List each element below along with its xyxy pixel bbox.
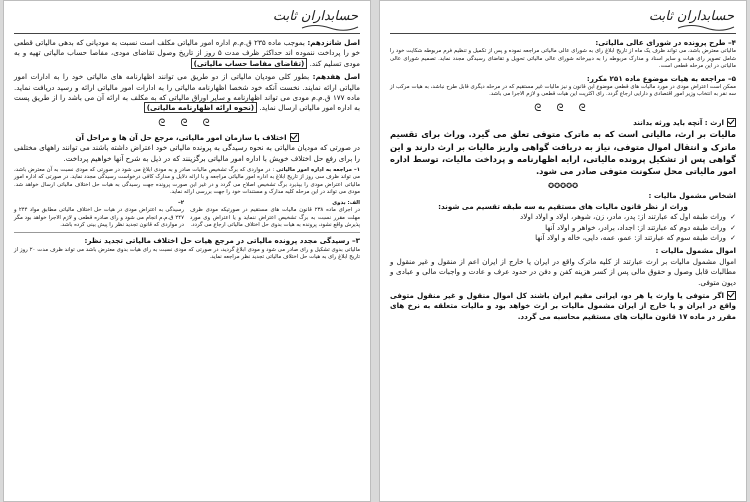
note-text [390, 291, 736, 322]
logo-flourish-icon [300, 23, 360, 31]
ornament-divider: ᘓ ᘓ ᘓ [158, 117, 216, 129]
ornament-divider: ᘓ ᘓ ᘓ [534, 102, 592, 114]
page-header [390, 7, 736, 34]
column-b-title: ۲– [178, 199, 184, 206]
column-a [190, 200, 360, 230]
logo-text: حسابداران ثابت [272, 9, 358, 24]
section-4-text: مالیاتی معترض باشد، می تواند ظرف یک ماه از تاریخ ابلاغ رای به شورای عالی مالیاتی مراجعه نموده و پس از تکمیل و تنظیم فرم مربوطه شکایت خود را شامل تصویر رای هیات و سایر اسناد و مدارک مربوطه را به دبیرخانه شورای عالی مالیاتی تحویل و تقاضای رسیدگی مجدد نماید. تصمیم شورای عالی مالیاتی در این مرحله قطعی است. [390, 48, 736, 70]
paragraph-16-text: بموجب ماده ۲۳۵ ق.م.م اداره امور مالیاتی مکلف است نسبت به مودیانی که بدهی مالیاتی قطعی خو را پرداخت ننموده اند حداکثر ظرف مدت ۵ روز از تاریخ وصول تقاضای مودی، مفاصا حساب مالیاتی تهیه و به مودی تسلیم کند. [14, 38, 360, 68]
paragraph-16 [14, 38, 360, 69]
item-3-title: ۳– رسیدگی مجدد پرونده مالیاتی در مرجع هیات حل اختلاف مالیاتی تجدید نظر: [84, 236, 360, 246]
checkbox-icon [290, 133, 299, 142]
right-page [379, 0, 747, 502]
inheritance-heading-text: ارث : آنچه باید ورثه بدانند [633, 117, 724, 127]
paragraph-17-label: اصل هفدهم: [312, 72, 360, 82]
list-item: ✓ وراث طبقه دوم که عبارتند از: اجداد، برادر، خواهر و اولاد آنها [390, 223, 736, 233]
classes-title: اشخاص مشمول مالیات : [648, 191, 736, 201]
column-b [14, 200, 184, 230]
column-a-text: در اجرای ماده ۲۳۸ قانون مالیات های مستقیم در صورتیکه مودی ظرف مهلت مقرر نسبت به برگ تشخیص اعتراض ننماید و یا اعتراض وی مورد پذیرش واقع نشود، پرونده به هیات بدوی حل اختلاف مالیاتی ارجاع می گردد. [190, 207, 361, 228]
section-heading-text: اختلاف با سازمان امور مالیاتی، مرجع حل آن ها و مراحل آن [75, 132, 287, 142]
classes-list [390, 212, 736, 243]
column-a-title: الف: بدوی [332, 199, 360, 206]
classes-intro: وراث از نظر قانون مالیات های مستقیم به سه طبقه تقسیم می شوند: [438, 201, 688, 211]
two-column-block [14, 200, 360, 230]
stars-divider: ✪✪✪✪✪ [547, 180, 579, 190]
note-body: اگر متوفی یا وارث یا هر دو، ایرانی مقیم ایران باشند کل اموال منقول و غیر منقول متوفی واقع در ایران و یا خارج از ایران مشمول مالیات بر ارث خواهد بود و مالیات متعلقه به نرخ های مقرر در ماده ۱۷ قانون مالیات های مستقیم محاسبه می گردد. [390, 290, 736, 321]
column-b-text: رسیدگی به اعتراض مودی در هیات حل اختلاف مالیاتی مطابق مواد ۲۴۴ و ۲۴۷ ق.م.م انجام می شود و رای صادره قطعی و لازم الاجرا خواهد بود مگر در مواردی که قانون تجدید نظر را پیش بینی کرده باشد. [14, 207, 184, 228]
paragraph-17 [14, 72, 360, 114]
paragraph-16-boxed-note: (تقاضای مفاصا حساب مالیاتی) [191, 58, 308, 69]
section-intro: در صورتی که مودیان مالیاتی به نحوه رسیدگی به پرونده مالیاتی خود اعتراض داشته باشند می توانند راههای مختلفی را برای رفع حل اختلاف خویش با اداره امور مالیاتی برگزینند که در ذیل به شرح آنها خواهیم پرداخت. [14, 143, 360, 163]
inheritance-text: مالیات بر ارث، مالیاتی است که به ماترک متوفی تعلق می گیرد. وراث برای تقسیم ماترک و انتقال اموال متوفی، نیاز به دریافت گواهی واریز مالیات بر ارث دارند و این گواهی پس از تشکیل پرونده مالیاتی، ارایه اظهارنامه و پرداخت مالیات، توسط اداره امور مالیاتی محل سکونت متوفی صادر می شود. [390, 129, 736, 177]
inheritance-heading [390, 118, 736, 128]
section-heading [14, 133, 360, 143]
checkbox-icon [727, 291, 736, 300]
paragraph-17-boxed-note: (نحوه ارائه اظهارنامه مالیاتی) [144, 102, 257, 113]
section-5-text: ممکن است اعتراض مودی در مورد مالیات های قطعی موضوع این قانون و نیز مالیات غیر مستقیم که در مرحله دیگری قابل طرح نباشد، به هیات مرکب از سه نفر به انتخاب وزیر امور اقتصادی و دارایی ارجاع گردد. رای اکثریت این هیات قطعی و لازم الاجرا می باشد. [390, 84, 736, 98]
assets-text: اموال مشمول مالیات بر ارث عبارتند از کلیه ماترک واقع در ایران یا خارج از ایران اعم از منقول و غیر منقول و مطالبات قابل وصول و حقوق مالی پس از کسر هزینه کفن و دفن در حدود عرف و عادت و واجبات مالی و عبادی و دیون متوفی. [390, 256, 736, 287]
list-item: ✓ وراث طبقه سوم که عبارتند از: عمو، عمه، دایی، خاله و اولاد آنها [390, 233, 736, 243]
paragraph-17-text: بطور کلی مودیان مالیاتی از دو طریق می توانند اظهارنامه های مالیاتی خود را به ادارات امور مالیاتی ارائه نمایند. نخست آنکه خود شخصا اظهارنامه مالیاتی را به ادارات امور مالیاتی ارائه و رسید دریافت نماید. ماده ۱۷۷ ق.م.م مودی می تواند اظهارنامه و سایر اوراق مالیاتی که به مکلف به ارائه آن می باشد را از طریق پست به اداره امور مالیاتی ارسال نماید. [14, 72, 360, 113]
paragraph-16-label: اصل شانزدهم: [307, 38, 360, 47]
item-1-title: ۱– مراجعه به اداره امور مالیاتی [276, 167, 360, 174]
checkbox-icon [727, 118, 736, 127]
item-1 [14, 167, 360, 197]
section-5-title: ۵– مراجعه به هیات موضوع ماده ۲۵۱ مکرر: [586, 73, 736, 83]
logo-flourish-icon [676, 23, 736, 31]
item-3-text: مالیاتی بدوی تشکیل و رای صادر می شود و مودی ابلاغ گردید، در صورتی که مودی نسبت به رای هیات بدوی معترض باشد می تواند ظرف مدت ۲۰ روز از تاریخ ابلاغ رای به هیات حل اختلاف مالیاتی تجدید نظر مراجعه نماید. [14, 246, 361, 261]
assets-title: اموال مشمول مالیات : [655, 246, 736, 256]
page-header [14, 7, 360, 34]
list-item: ✓ وراث طبقه اول که عبارتند از: پدر، مادر، زن، شوهر، اولاد و اولاد اولاد [390, 212, 736, 222]
logo-text: حسابداران ثابت [648, 9, 734, 24]
left-page [3, 0, 371, 502]
section-4-title: ۴– طرح پرونده در شورای عالی مالیاتی: [595, 38, 736, 47]
divider [14, 232, 360, 233]
item-1-text: : در مواردی که برگ تشخیص مالیات صادر و به مودی ابلاغ می شود در صورتی که مودی نسبت به آن معترض باشد، می تواند ظرف سی روز از تاریخ ابلاغ به اداره امور مالیاتی مراجعه و با ارائه دلایل و مدارک کافی درخواست رسیدگی مجدد نماید. در صورتی که اداره امور مالیاتی اعتراض مودی را بپذیرد برگ تشخیص اصلاح می گردد و در غیر این صورت پرونده جهت رسیدگی به هیات حل اختلاف مالیاتی ارسال خواهد شد. مودی می تواند در این مرحله کلیه مدارک و مستندات خود را جهت بررسی ارائه نماید. [14, 167, 360, 196]
